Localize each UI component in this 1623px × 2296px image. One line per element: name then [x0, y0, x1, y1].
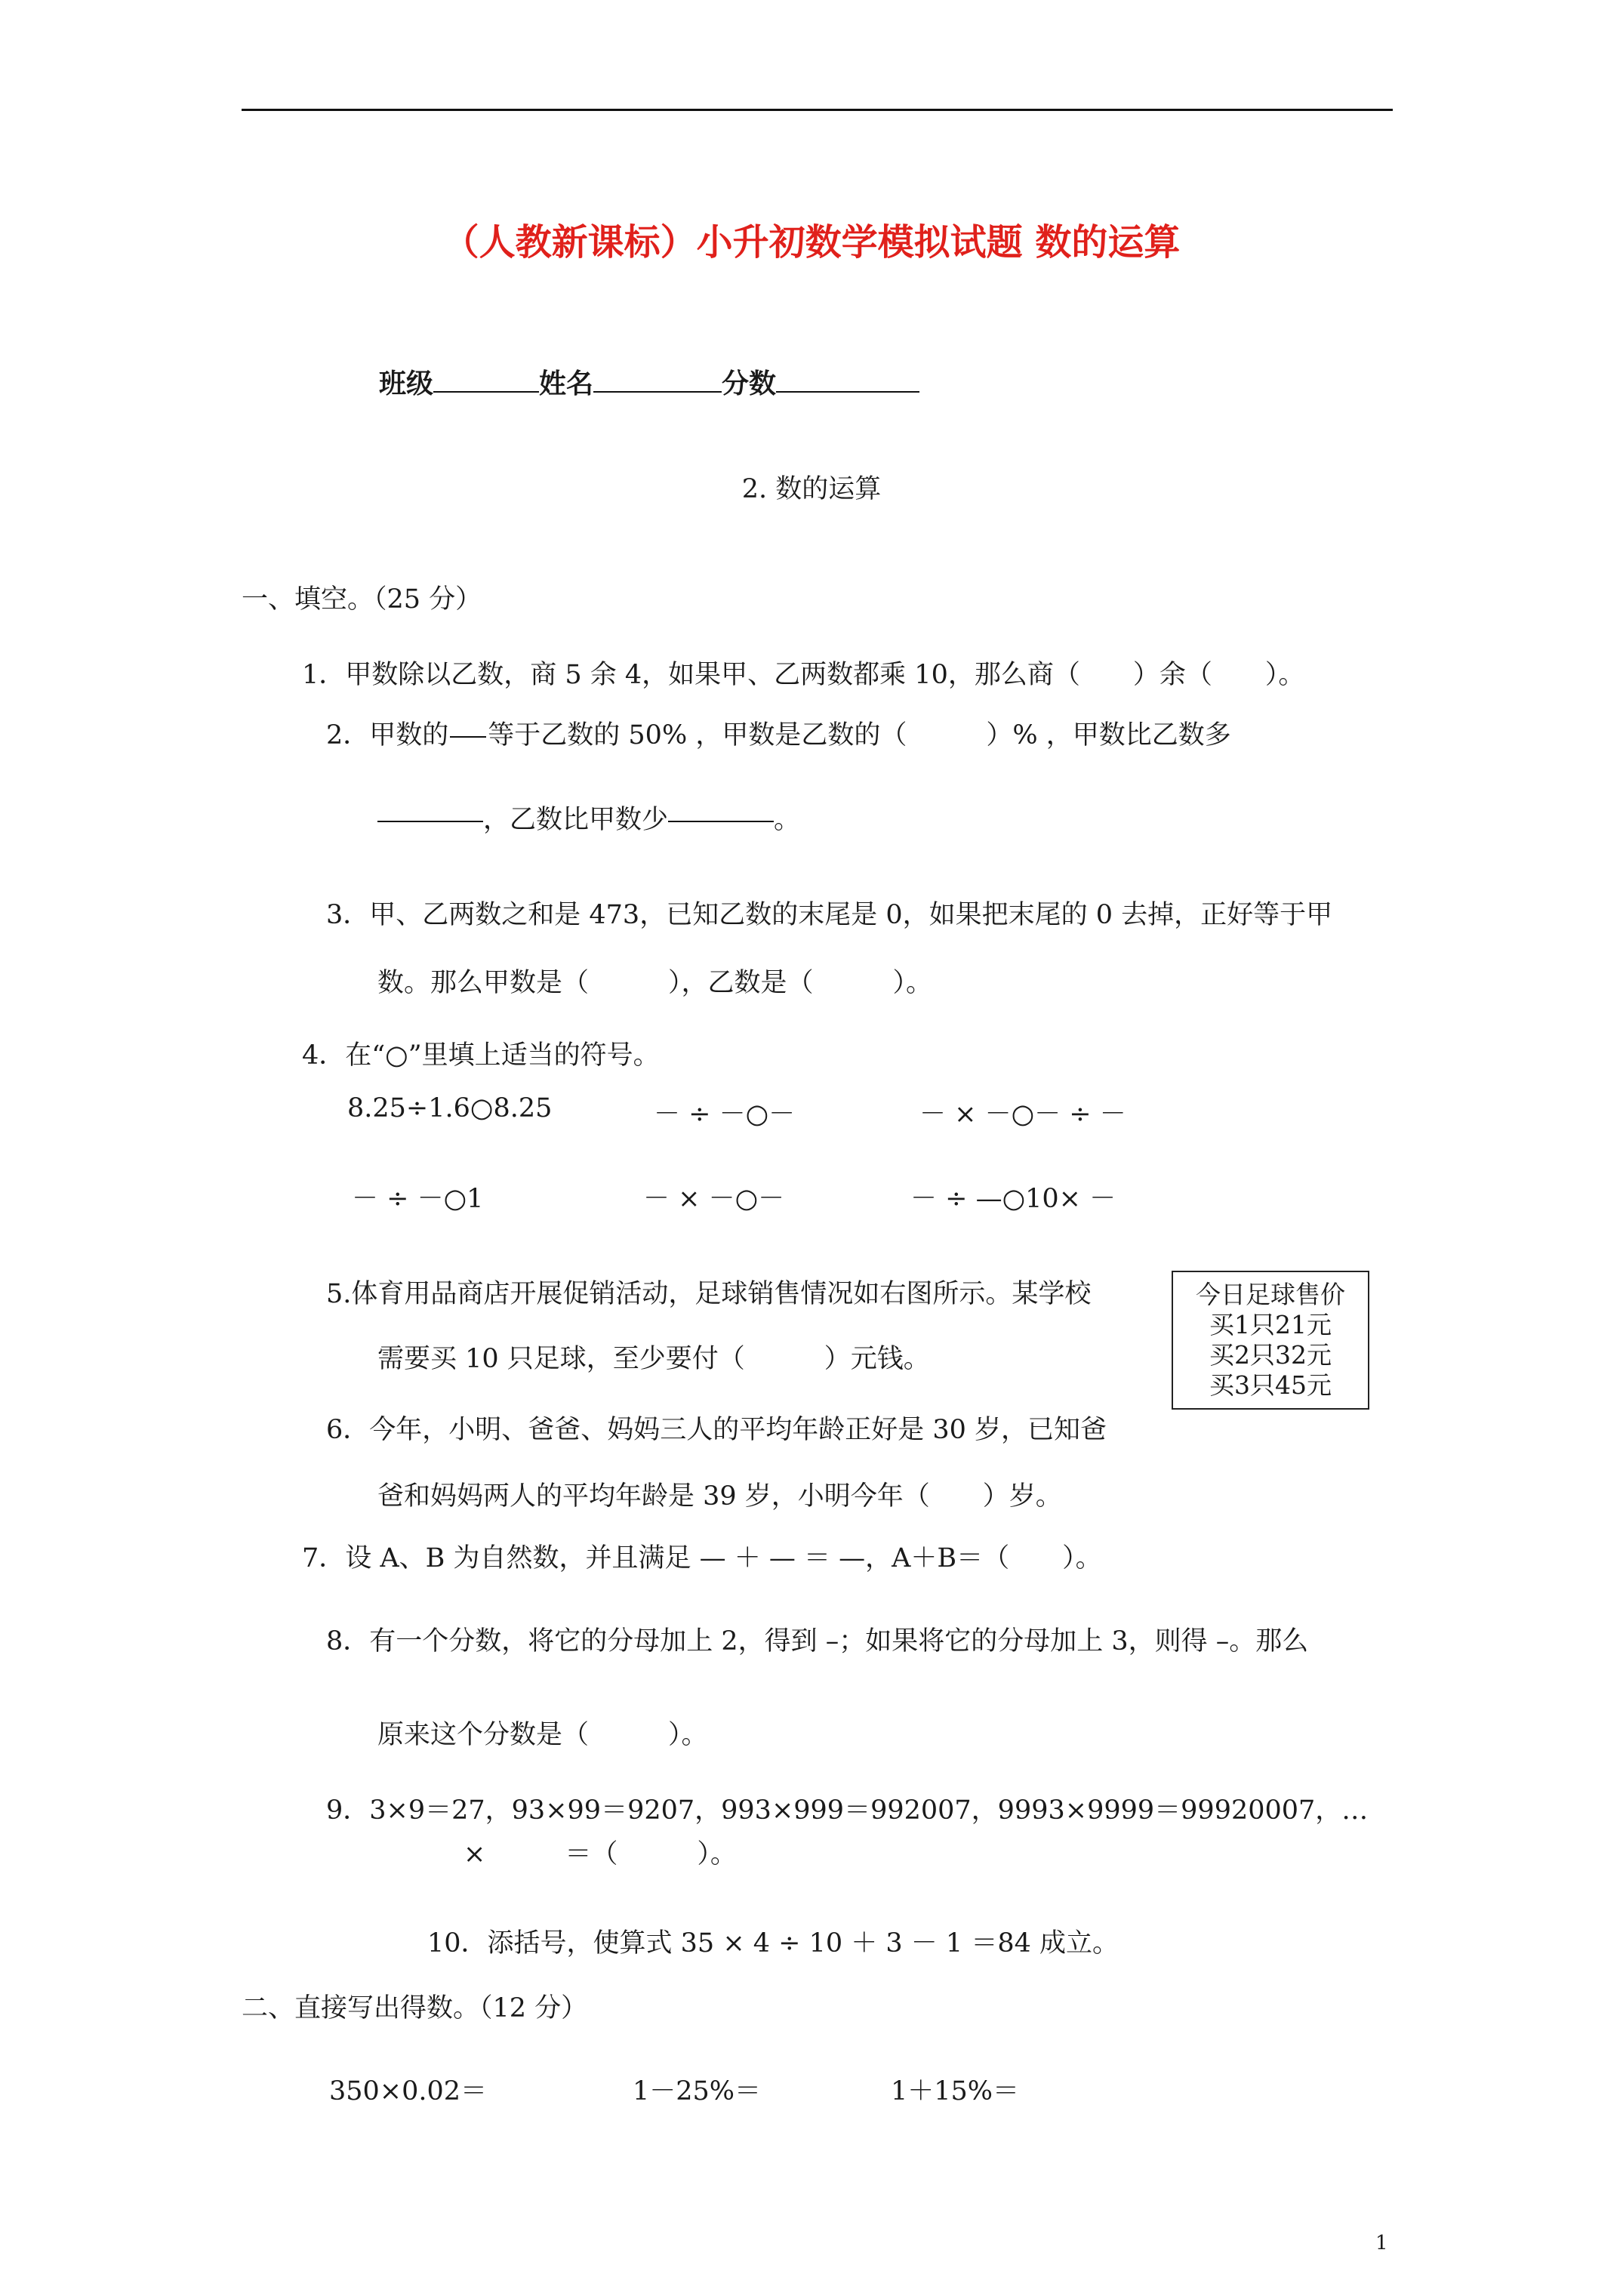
question-1: 1．甲数除以乙数，商 5 余 4，如果甲、乙两数都乘 10，那么商（ ）余（ ）。 [302, 660, 1305, 690]
student-info-line [379, 362, 919, 401]
question-3-line2: 数。那么甲数是（ ），乙数是（ ）。 [377, 968, 933, 998]
question-2-line2: ，乙数比甲数少 。 [377, 799, 800, 837]
question-6-line2: 爸和妈妈两人的平均年龄是 39 岁，小明今年（ ）岁。 [377, 1481, 1062, 1512]
question-5-line1: 5.体育用品商店开展促销活动，足球销售情况如右图所示。某学校 [326, 1279, 1092, 1309]
price-box-line: 买1只21元 [1209, 1310, 1332, 1339]
answer-blank[interactable] [668, 821, 774, 822]
fraction-bar [450, 736, 486, 738]
q4-item: 8.25÷1.6○8.25 [347, 1093, 553, 1123]
score-label: 分数 [722, 368, 777, 399]
class-label: 班级 [379, 368, 434, 399]
price-box-line: 买2只32元 [1209, 1340, 1332, 1370]
part1-heading: 一、填空。（25 分） [242, 584, 482, 615]
calc-item: 1＋15%＝ [891, 2076, 1020, 2106]
question-6-line1: 6．今年，小明、爸爸、妈妈三人的平均年龄正好是 30 岁，已知爸 [326, 1415, 1107, 1445]
question-9-line1: 9．3×9＝27，93×99＝9207，993×999＝992007，9993×9999＝99920007，… [326, 1795, 1369, 1826]
question-4: 4．在“○”里填上适当的符号。 [302, 1040, 660, 1071]
score-blank[interactable] [776, 368, 919, 393]
class-blank[interactable] [433, 368, 539, 393]
q4-item: － × －○－ ÷ － [919, 1099, 1126, 1130]
q4-item: － ÷ —○10× － [910, 1184, 1116, 1214]
page-title: （人教新课标）小升初数学模拟试题 数的运算 [442, 221, 1181, 264]
question-5-line2: 需要买 10 只足球，至少要付（ ）元钱。 [377, 1344, 930, 1374]
question-8-line2: 原来这个分数是（ ）。 [377, 1720, 708, 1750]
name-label: 姓名 [539, 368, 594, 399]
calc-item: 1－25%＝ [633, 2076, 762, 2106]
q4-item: － ÷ －○1 [352, 1184, 484, 1214]
question-8-line1: 8．有一个分数，将它的分母加上 2，得到 –；如果将它的分母加上 3，则得 –。那么 [326, 1626, 1309, 1657]
price-box [1172, 1271, 1369, 1410]
answer-blank[interactable] [377, 821, 483, 822]
price-box-title: 今日足球售价 [1196, 1280, 1345, 1309]
name-blank[interactable] [593, 368, 722, 393]
question-3-line1: 3．甲、乙两数之和是 473，已知乙数的末尾是 0，如果把末尾的 0 去掉，正好等于甲 [326, 900, 1333, 930]
question-10: 10．添括号，使算式 35 × 4 ÷ 10 ＋ 3 － 1 ＝84 成立。 [427, 1928, 1119, 1959]
q4-item: － × －○－ [643, 1184, 785, 1214]
price-box-line: 买3只45元 [1209, 1370, 1332, 1400]
section-title: 2. 数的运算 [741, 474, 882, 504]
calc-item: 350×0.02＝ [329, 2076, 488, 2106]
question-7: 7．设 A、B 为自然数，并且满足 — ＋ — ＝ —，A＋B＝（ ）。 [302, 1543, 1102, 1573]
header-rule [242, 109, 1393, 111]
q4-item: － ÷ －○－ [654, 1099, 796, 1130]
question-9-line2: × ＝（ ）。 [463, 1839, 737, 1869]
part2-heading: 二、直接写出得数。（12 分） [242, 1993, 588, 2023]
page-number: 1 [1375, 2232, 1388, 2254]
question-2-line1: 2．甲数的 等于乙数的 50% ，甲数是乙数的（ ）% ，甲数比乙数多 [326, 720, 1231, 750]
